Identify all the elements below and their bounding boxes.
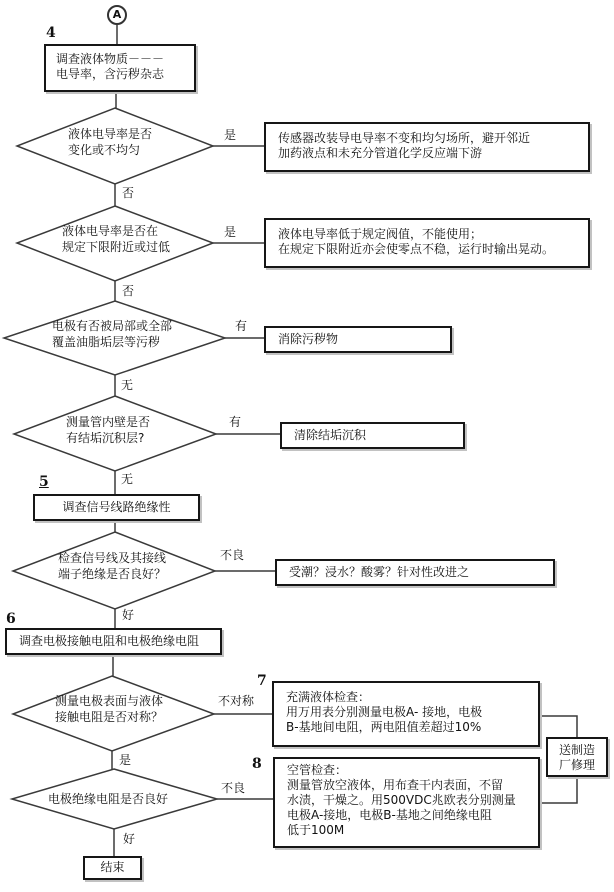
branch-label-none: 无 xyxy=(121,378,134,392)
branch-label-yes: 是 xyxy=(224,128,237,142)
action-box-relocate-sensor xyxy=(264,122,590,172)
decision-signal-wire-insulation xyxy=(58,550,166,582)
branch-label-good: 好 xyxy=(123,832,136,846)
action-text: 测量管放空液体，用布查干内表面，不留 xyxy=(287,778,504,792)
branch-label-bad: 不良 xyxy=(220,548,245,562)
decision-text: 规定下限附近或过低 xyxy=(62,240,171,254)
action-text: 消除污秽物 xyxy=(278,332,339,346)
decision-text: 液体电导率是否在 xyxy=(62,224,159,238)
action-box-empty-pipe-check xyxy=(273,757,540,848)
decision-tube-scaling xyxy=(66,414,150,446)
action-text: B-基地间电阻，两电阻值差超过10% xyxy=(286,720,482,734)
action-text: 空管检查： xyxy=(287,763,348,777)
process-box-signal-insulation xyxy=(33,494,200,521)
section-number-4: 4 xyxy=(46,25,56,41)
process-text: 调查电极接触电阻和电极绝缘电阻 xyxy=(19,634,200,648)
process-box-electrode-resistance xyxy=(5,628,222,655)
action-text: 送制造 xyxy=(558,743,595,757)
decision-text: 端子绝缘是否良好？ xyxy=(58,567,167,581)
process-text: 电导率，含污秽杂志 xyxy=(56,67,165,81)
action-text: 低于100M xyxy=(287,823,345,837)
action-box-moisture-improve xyxy=(275,559,555,586)
branch-label-no: 否 xyxy=(122,284,135,298)
decision-text: 检查信号线及其接线 xyxy=(58,551,167,565)
decision-text: 电极绝缘电阻是否良好 xyxy=(48,792,169,806)
decision-text: 有结垢沉积层? xyxy=(66,431,145,445)
branch-label-yes: 是 xyxy=(119,753,132,767)
action-text: 水渍，干燥之。用500VDC兆欧表分别测量 xyxy=(287,793,516,807)
section-number-6: 6 xyxy=(6,611,16,627)
decision-text: 变化或不均匀 xyxy=(68,143,141,157)
action-text: 传感器改装导电导率不变和均匀场所，避开邻近 xyxy=(278,131,531,145)
action-text: 受潮？浸水？酸雾？针对性改进之 xyxy=(289,565,470,579)
decision-contact-resistance-symmetric xyxy=(55,693,163,725)
process-text: 调查液体物质－－－ xyxy=(56,52,165,66)
branch-label-no: 否 xyxy=(122,186,135,200)
decision-text: 接触电阻是否对称？ xyxy=(55,710,164,724)
process-box-investigate-liquid xyxy=(44,44,196,92)
decision-text: 测量电极表面与液体 xyxy=(55,694,164,708)
branch-label-asymmetric: 不对称 xyxy=(218,694,255,708)
section-number-7: 7 xyxy=(257,673,267,689)
decision-text: 覆盖油脂垢层等污秽 xyxy=(52,335,161,349)
action-box-full-liquid-check xyxy=(272,681,540,747)
action-text: 充满液体检查： xyxy=(286,690,371,704)
branch-label-have: 有 xyxy=(229,415,242,429)
action-text: 液体电导率低于规定阀值，不能使用； xyxy=(278,227,483,241)
decision-electrode-insulation-good xyxy=(48,791,168,807)
decision-text: 电极有否被局部或全部 xyxy=(52,319,173,333)
terminator-end xyxy=(83,856,142,880)
decision-text: 测量管内壁是否 xyxy=(66,415,151,429)
branch-label-bad: 不良 xyxy=(221,781,246,795)
action-text: 在规定下限附近亦会使零点不稳，运行时输出晃动。 xyxy=(278,242,555,256)
action-text: 加药液点和未充分管道化学反应端下游 xyxy=(278,146,483,160)
action-box-send-factory-repair xyxy=(546,737,608,777)
branch-label-yes: 是 xyxy=(224,225,237,239)
action-box-remove-fouling xyxy=(264,326,452,353)
branch-label-have: 有 xyxy=(235,319,248,333)
decision-text: 液体电导率是否 xyxy=(68,127,153,141)
section-number-8: 8 xyxy=(252,756,262,772)
action-box-conductivity-threshold xyxy=(264,218,590,268)
branch-label-good: 好 xyxy=(122,608,135,622)
section-number-5: 5 xyxy=(39,474,49,490)
action-text: 电极A-接地，电极B-基地之间绝缘电阻 xyxy=(287,808,492,822)
connector-a: A xyxy=(107,5,127,25)
branch-label-none: 无 xyxy=(121,472,134,486)
action-text: 清除结垢沉积 xyxy=(294,428,367,442)
end-text: 结束 xyxy=(100,860,125,874)
process-text: 调查信号线路绝缘性 xyxy=(62,500,171,514)
action-text: 厂修理 xyxy=(558,758,595,772)
decision-electrode-fouled xyxy=(52,318,172,350)
action-text: 用万用表分别测量电极A- 接地，电极 xyxy=(286,705,483,719)
decision-conductivity-varies xyxy=(68,126,152,158)
action-box-clean-scale xyxy=(280,422,465,449)
decision-conductivity-low xyxy=(62,223,170,255)
